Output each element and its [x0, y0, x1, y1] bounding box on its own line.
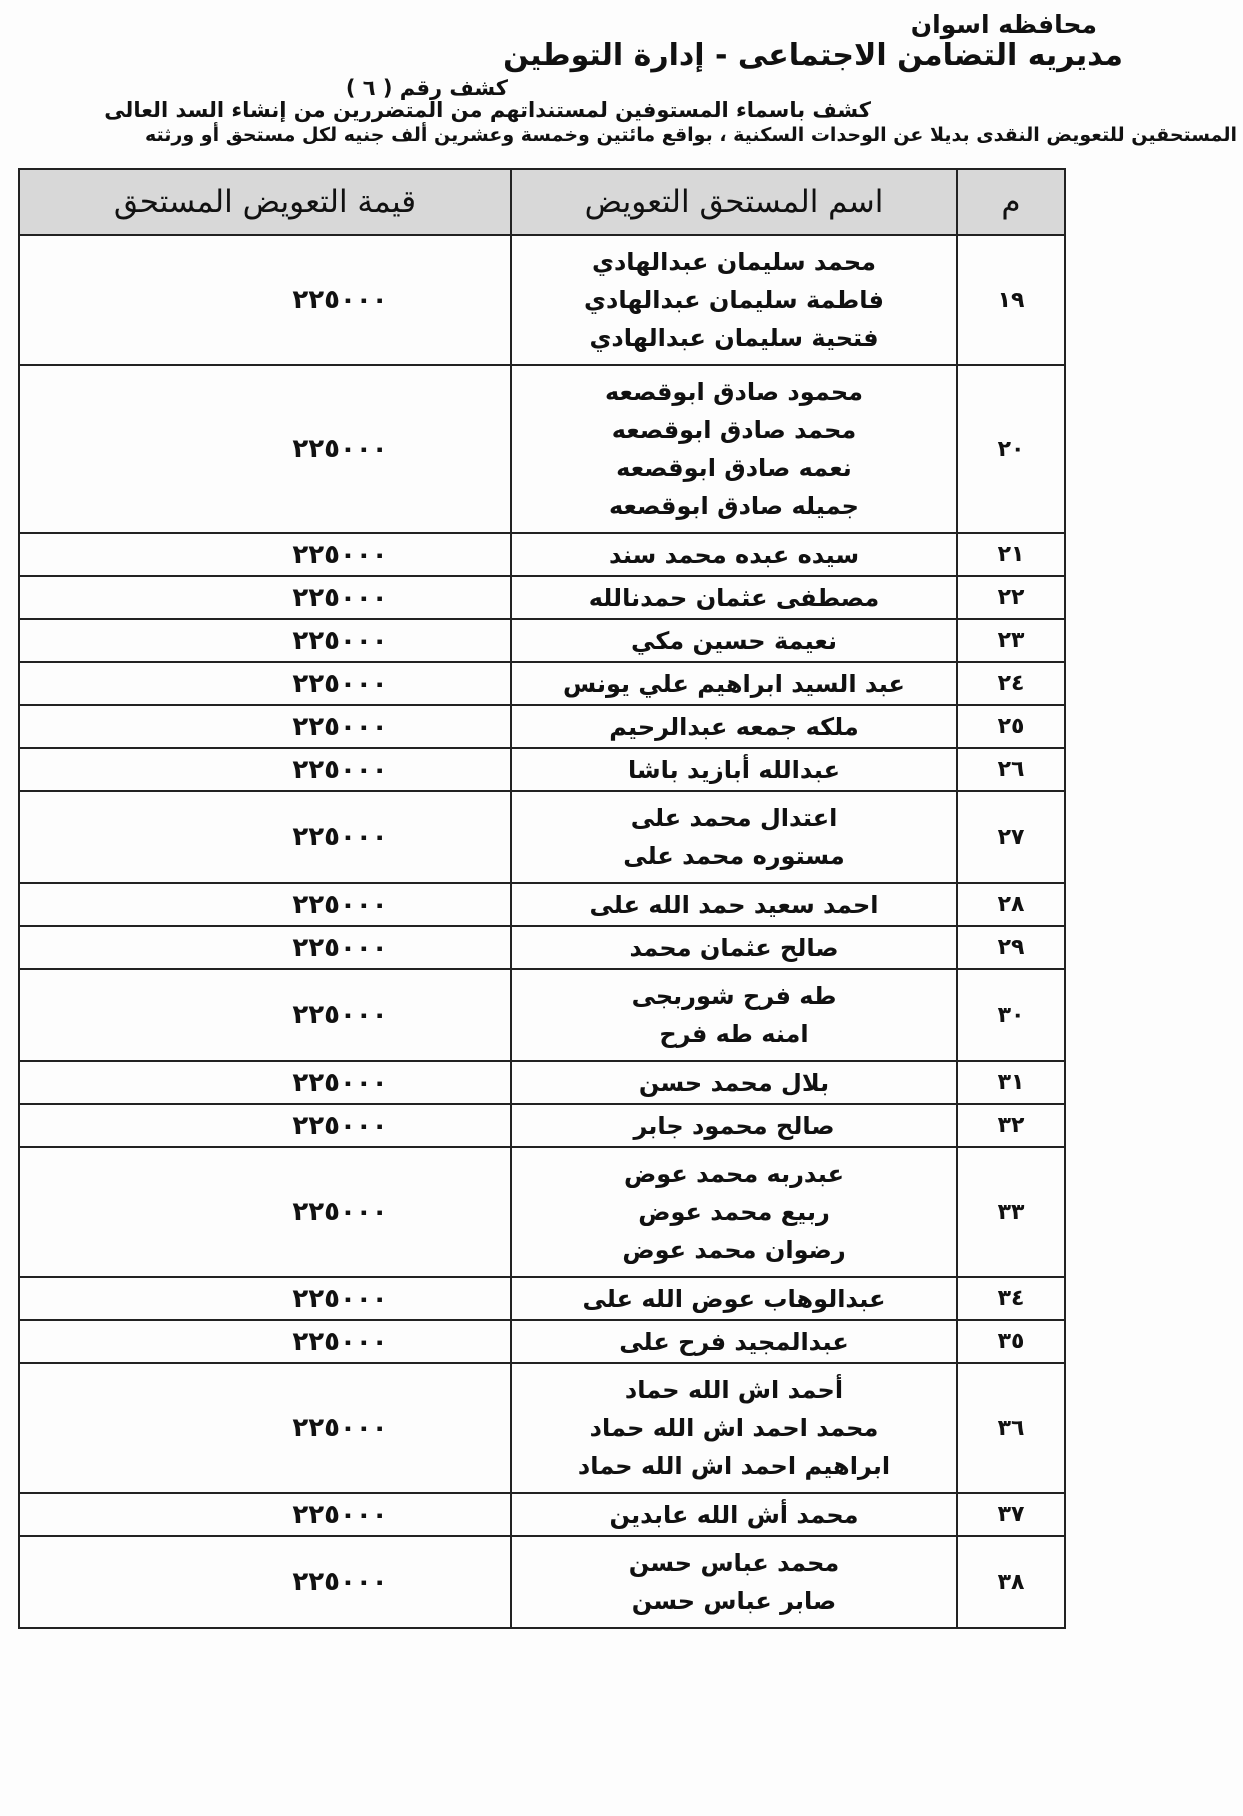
row-number: ٣٥ — [957, 1320, 1065, 1363]
beneficiary-names — [511, 1363, 957, 1493]
column-header-number: م — [957, 169, 1065, 235]
beneficiary-name: فتحية سليمان عبدالهادي — [589, 324, 879, 352]
beneficiary-names — [511, 235, 957, 365]
compensation-amount: ٢٢٥٠٠٠ — [292, 1567, 388, 1597]
description-line-1: كشف باسماء المستوفين لمستنداتهم من المتضررين من إنشاء السد العالى — [104, 98, 871, 122]
row-number: ٣١ — [957, 1061, 1065, 1104]
beneficiary-names — [511, 576, 957, 619]
beneficiary-names — [511, 1320, 957, 1363]
column-header-name: اسم المستحق التعويض — [511, 169, 957, 235]
beneficiary-name: سيده عبده محمد سند — [608, 540, 860, 569]
compensation-amount-cell — [19, 969, 511, 1061]
compensation-amount-cell — [19, 619, 511, 662]
row-number: ٢٢ — [957, 576, 1065, 619]
compensation-amount-cell — [19, 1493, 511, 1536]
table-row — [19, 1363, 1065, 1493]
table-row — [19, 969, 1065, 1061]
beneficiary-name: محمود صادق ابوقصعه — [604, 378, 864, 406]
beneficiary-names — [511, 533, 957, 576]
compensation-amount-cell — [19, 1363, 511, 1493]
compensation-amount: ٢٢٥٠٠٠ — [292, 582, 388, 613]
compensation-amount-cell — [19, 791, 511, 883]
beneficiary-name: طه فرح شوربجى — [631, 982, 837, 1010]
governorate-title: محافظه اسوان — [910, 10, 1097, 39]
compensation-amount-cell — [19, 926, 511, 969]
compensation-amount-cell — [19, 533, 511, 576]
compensation-amount-cell — [19, 365, 511, 533]
compensation-amount: ٢٢٥٠٠٠ — [292, 1499, 388, 1530]
beneficiary-name: اعتدال محمد على — [630, 804, 838, 832]
beneficiary-name: ربيع محمد عوض — [638, 1198, 830, 1226]
compensation-amount-cell — [19, 662, 511, 705]
compensation-amount: ٢٢٥٠٠٠ — [292, 1000, 388, 1030]
beneficiary-names — [511, 1147, 957, 1277]
compensation-amount-cell — [19, 1061, 511, 1104]
beneficiary-names — [511, 926, 957, 969]
table-row — [19, 533, 1065, 576]
compensation-amount: ٢٢٥٠٠٠ — [292, 285, 388, 315]
beneficiary-names — [511, 1104, 957, 1147]
beneficiary-names — [511, 619, 957, 662]
beneficiary-name: صالح محمود جابر — [633, 1111, 835, 1140]
department-title: مديريه التضامن الاجتماعى - إدارة التوطين — [503, 38, 1123, 73]
beneficiary-name: امنه طه فرح — [659, 1020, 809, 1048]
beneficiary-name: ابراهيم احمد اش الله حماد — [577, 1452, 891, 1480]
beneficiary-name: عبد السيد ابراهيم علي يونس — [563, 669, 905, 698]
beneficiary-names — [511, 365, 957, 533]
compensation-amount: ٢٢٥٠٠٠ — [292, 539, 388, 570]
table-row — [19, 1104, 1065, 1147]
compensation-table — [18, 168, 1066, 1629]
table-body — [19, 235, 1065, 1628]
table-row — [19, 926, 1065, 969]
table-row — [19, 662, 1065, 705]
row-number: ٣٣ — [957, 1147, 1065, 1277]
beneficiary-name: نعمه صادق ابوقصعه — [616, 454, 852, 482]
beneficiary-name: بلال محمد حسن — [638, 1068, 830, 1097]
table-row — [19, 1320, 1065, 1363]
compensation-amount: ٢٢٥٠٠٠ — [292, 1110, 388, 1141]
compensation-amount: ٢٢٥٠٠٠ — [292, 1067, 388, 1098]
row-number: ٢٣ — [957, 619, 1065, 662]
beneficiary-name: فاطمة سليمان عبدالهادي — [584, 286, 884, 314]
beneficiary-names — [511, 1277, 957, 1320]
beneficiary-name: محمد سليمان عبدالهادي — [591, 248, 877, 276]
compensation-amount-cell — [19, 1320, 511, 1363]
row-number: ٢٥ — [957, 705, 1065, 748]
beneficiary-name: مصطفى عثمان حمدنالله — [588, 583, 880, 612]
beneficiary-names — [511, 969, 957, 1061]
compensation-amount: ٢٢٥٠٠٠ — [292, 754, 388, 785]
beneficiary-name: عبدالله أبازيد باشا — [628, 755, 840, 784]
compensation-amount: ٢٢٥٠٠٠ — [292, 1413, 388, 1443]
compensation-amount-cell — [19, 235, 511, 365]
beneficiary-name: أحمد اش الله حماد — [624, 1376, 844, 1404]
row-number: ٢٨ — [957, 883, 1065, 926]
compensation-amount: ٢٢٥٠٠٠ — [292, 668, 388, 699]
table-row — [19, 365, 1065, 533]
beneficiary-name: رضوان محمد عوض — [622, 1236, 846, 1264]
description-line-2: المستحقين للتعويض النقدى بديلا عن الوحدات السكنية ، بواقع مائتين وخمسة وعشرين ألف جنيه لكل مستحق أو ورثته — [144, 124, 1237, 146]
row-number: ٢٧ — [957, 791, 1065, 883]
compensation-amount-cell — [19, 705, 511, 748]
beneficiary-names — [511, 662, 957, 705]
row-number: ٣٧ — [957, 1493, 1065, 1536]
row-number: ٢٦ — [957, 748, 1065, 791]
compensation-amount: ٢٢٥٠٠٠ — [292, 1283, 388, 1314]
beneficiary-name: ملكه جمعه عبدالرحيم — [609, 712, 859, 741]
table-header-row — [19, 169, 1065, 235]
row-number: ٢١ — [957, 533, 1065, 576]
beneficiary-name: محمد عباس حسن — [628, 1549, 840, 1577]
compensation-amount: ٢٢٥٠٠٠ — [292, 822, 388, 852]
table-row — [19, 1277, 1065, 1320]
table-row — [19, 619, 1065, 662]
compensation-amount-cell — [19, 883, 511, 926]
row-number: ٣٠ — [957, 969, 1065, 1061]
table-row — [19, 1536, 1065, 1628]
compensation-amount-cell — [19, 1147, 511, 1277]
table-row — [19, 1493, 1065, 1536]
beneficiary-name: محمد احمد اش الله حماد — [589, 1414, 879, 1442]
table-row — [19, 883, 1065, 926]
beneficiary-names — [511, 883, 957, 926]
compensation-amount-cell — [19, 1536, 511, 1628]
table-row — [19, 1147, 1065, 1277]
beneficiary-name: جميله صادق ابوقصعه — [609, 492, 859, 520]
beneficiary-name: نعيمة حسين مكي — [631, 626, 837, 655]
row-number: ٣٦ — [957, 1363, 1065, 1493]
row-number: ٢٩ — [957, 926, 1065, 969]
table-row — [19, 576, 1065, 619]
table-row — [19, 705, 1065, 748]
beneficiary-name: محمد صادق ابوقصعه — [611, 416, 857, 444]
beneficiary-names — [511, 1493, 957, 1536]
compensation-amount: ٢٢٥٠٠٠ — [292, 1326, 388, 1357]
beneficiary-name: محمد أش الله عابدين — [609, 1500, 859, 1529]
beneficiary-name: احمد سعيد حمد الله على — [589, 890, 879, 919]
beneficiary-names — [511, 791, 957, 883]
column-header-amount: قيمة التعويض المستحق — [19, 169, 511, 235]
beneficiary-name: صابر عباس حسن — [631, 1587, 837, 1615]
table-row — [19, 791, 1065, 883]
row-number: ٣٢ — [957, 1104, 1065, 1147]
row-number: ١٩ — [957, 235, 1065, 365]
beneficiary-name: عبدربه محمد عوض — [624, 1160, 844, 1188]
beneficiary-name: عبدالوهاب عوض الله على — [582, 1284, 886, 1313]
compensation-amount-cell — [19, 576, 511, 619]
compensation-amount: ٢٢٥٠٠٠ — [292, 711, 388, 742]
row-number: ٣٨ — [957, 1536, 1065, 1628]
table-row — [19, 1061, 1065, 1104]
beneficiary-names — [511, 1536, 957, 1628]
compensation-amount-cell — [19, 748, 511, 791]
beneficiary-name: مستوره محمد على — [623, 842, 845, 870]
sheet-number: كشف رقم ( ٦ ) — [345, 76, 508, 100]
compensation-amount: ٢٢٥٠٠٠ — [292, 1197, 388, 1227]
beneficiary-name: صالح عثمان محمد — [629, 933, 839, 962]
compensation-amount-cell — [19, 1104, 511, 1147]
compensation-amount-cell — [19, 1277, 511, 1320]
row-number: ٢٠ — [957, 365, 1065, 533]
table-row — [19, 235, 1065, 365]
beneficiary-name: عبدالمجيد فرح على — [619, 1327, 849, 1356]
table-row — [19, 748, 1065, 791]
beneficiary-names — [511, 748, 957, 791]
beneficiary-names — [511, 705, 957, 748]
beneficiary-names — [511, 1061, 957, 1104]
row-number: ٢٤ — [957, 662, 1065, 705]
compensation-amount: ٢٢٥٠٠٠ — [292, 889, 388, 920]
row-number: ٣٤ — [957, 1277, 1065, 1320]
compensation-amount: ٢٢٥٠٠٠ — [292, 932, 388, 963]
compensation-amount: ٢٢٥٠٠٠ — [292, 434, 388, 464]
compensation-amount: ٢٢٥٠٠٠ — [292, 625, 388, 656]
